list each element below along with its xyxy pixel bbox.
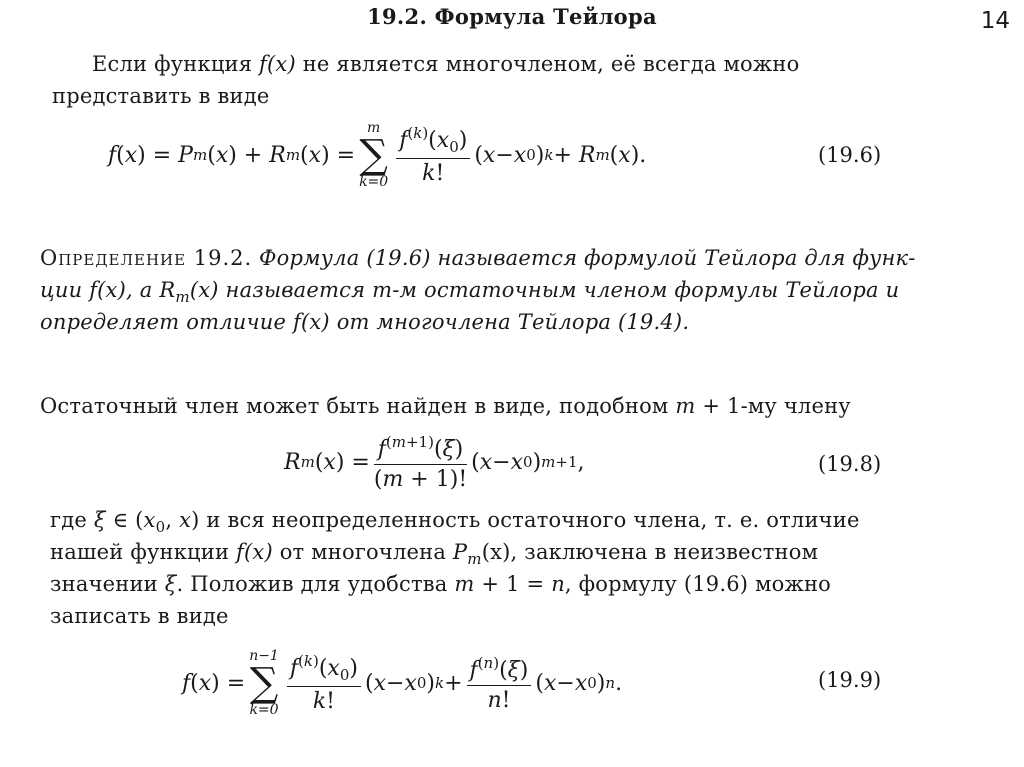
explanation-line-4: записать в виде [50, 604, 229, 628]
definition-line-2 [40, 278, 899, 306]
xi-symbol: ξ [164, 572, 177, 596]
explanation-line-3 [50, 572, 831, 596]
explanation-line-2 [50, 540, 818, 568]
explanation-text: , заключена в неизвестном [510, 540, 819, 564]
intro-text: Если функция [92, 52, 260, 76]
equation-number-19-8: (19.8) [818, 452, 882, 476]
explanation-text: ∈ ( [105, 508, 144, 532]
function-symbol: f(x) [236, 540, 273, 564]
fraction: $\frac{f^{(k)}(x_0)}{k!}$ [287, 652, 361, 714]
remainder-m: m [675, 394, 696, 418]
definition-text: определяет отличие [40, 310, 294, 334]
equation-number-19-9: (19.9) [818, 668, 882, 692]
explanation-text: нашей функции [50, 540, 237, 564]
intro-line-1 [92, 52, 799, 76]
explanation-text: где [50, 508, 94, 532]
explanation-text: значении [50, 572, 165, 596]
remainder-symbol: R [159, 278, 176, 302]
definition-line-3 [40, 310, 689, 334]
polynomial-symbol: P [452, 540, 468, 564]
x0-subscript: 0 [155, 518, 166, 536]
explanation-text: ) и вся неопределенность остаточного члена, т. е. отличие [191, 508, 860, 532]
polynomial-arg: (x) [481, 540, 511, 564]
fraction: $\frac{f^{(k)}(x_0)}{k!}$ [396, 124, 470, 186]
definition-text: , а [126, 278, 160, 302]
equation-19-9: f ( x ) = n−1 ∑ k=0 $\frac{f^{(k)}(x_0)}{k!}$ ( x − x 0 ) k + $\frac{f^{(n)}(\xi)}{n!}$ ( x − x 0 ) n . [182, 648, 623, 718]
definition-text: называется [218, 278, 373, 302]
definition-text: Формула (19.6) называется формулой Тейлора для функ- [252, 246, 916, 270]
definition-text: -м остаточным членом формулы Тейлора и [392, 278, 900, 302]
explanation-text: от многочлена [272, 540, 453, 564]
definition-text: ции [40, 278, 90, 302]
explanation-text: , [165, 508, 180, 532]
fraction: $\frac{f^{(m+1)}(\xi)}{(m + 1)!}$ [373, 432, 468, 492]
fraction: $\frac{f^{(n)}(\xi)}{n!}$ [467, 654, 532, 713]
remainder-text: + 1-му члену [695, 394, 851, 418]
definition-m: m [372, 278, 393, 302]
equation-19-8: R m ( x ) = $\frac{f^{(m+1)}(\xi)}{(m + 1)!}$ ( x − x 0 ) m+1 , [284, 432, 585, 492]
remainder-subscript: m [175, 288, 190, 306]
explanation-line-1 [50, 508, 860, 536]
definition-text: от многочлена Тейлора (19.4). [329, 310, 690, 334]
x0-symbol: x [143, 508, 156, 532]
definition-function: f(x) [293, 310, 330, 334]
definition-label: Определение 19.2. [40, 246, 253, 270]
explanation-text: + 1 = [474, 572, 552, 596]
sum-symbol: m ∑ k=0 [359, 120, 389, 190]
x-symbol: x [179, 508, 192, 532]
equation-19-6: f ( x ) = P m ( x ) + R m ( x ) = m ∑ k=0 $\frac{f^{(k)}(x_0)}{k!}$ ( x − x 0 ) k + R m ( x ). [108, 120, 647, 190]
remainder-line-1 [40, 394, 851, 418]
remainder-arg: (x) [189, 278, 219, 302]
equation-number-19-6: (19.6) [818, 143, 882, 167]
explanation-text: . Положив для удобства [176, 572, 455, 596]
explanation-text: , формулу (19.6) можно [564, 572, 832, 596]
page-number: 14 [980, 8, 1010, 34]
remainder-text: Остаточный член может быть найден в виде, подобном [40, 394, 676, 418]
intro-text-cont: не является многочленом, её всегда можно [295, 52, 800, 76]
intro-line-2: представить в виде [52, 84, 270, 108]
xi-symbol: ξ [93, 508, 106, 532]
page-title: 19.2. Формула Тейлора [367, 4, 657, 29]
definition-line-1 [40, 246, 916, 270]
definition-function: f(x) [89, 278, 126, 302]
m-symbol: m [454, 572, 475, 596]
polynomial-subscript: m [467, 550, 482, 568]
sum-symbol: n−1 ∑ k=0 [249, 648, 279, 718]
n-symbol: n [551, 572, 565, 596]
intro-function: f(x) [259, 52, 296, 76]
